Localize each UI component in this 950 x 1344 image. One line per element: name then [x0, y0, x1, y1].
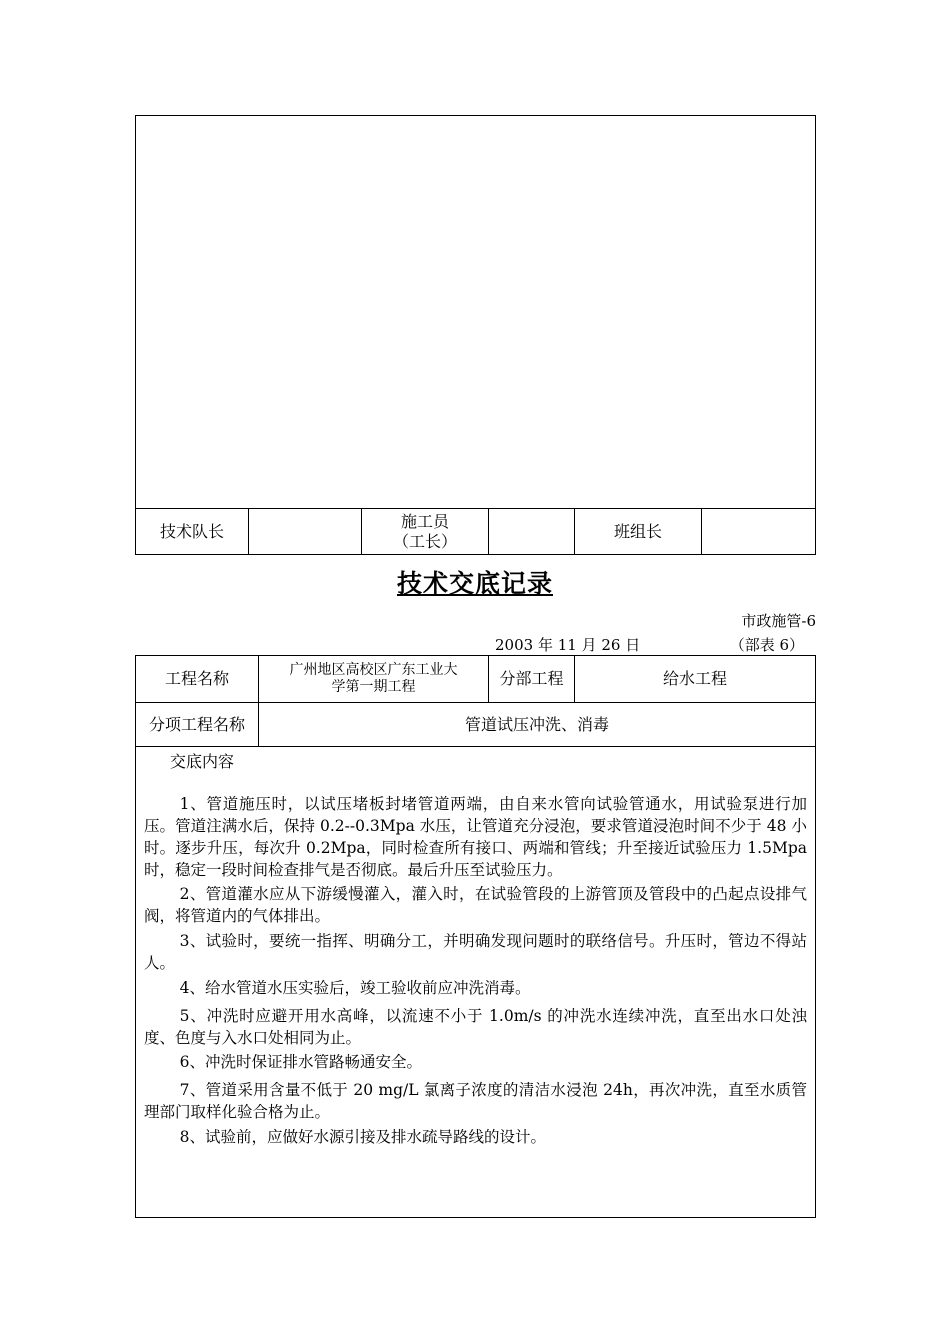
document-title: 技术交底记录 — [396, 569, 553, 598]
subitem-row — [136, 703, 815, 747]
disclosure-content — [136, 746, 815, 1217]
sub-table-code: （部表 6） — [729, 636, 804, 654]
paragraph-2: 2、管道灌水应从下游缓慢灌入，灌入时，在试验管段的上游管顶及管段中的凸起点设排气阀，将管道内的气体排出。 — [144, 885, 807, 925]
form-code: 市政施管-6 — [741, 612, 816, 630]
previous-record-box — [135, 115, 816, 555]
division-label: 分部工程 — [489, 656, 575, 702]
constructor-signature-field — [489, 509, 575, 554]
paragraph-4: 4、给水管道水压实验后，竣工验收前应冲洗消毒。 — [179, 979, 531, 997]
division-value: 给水工程 — [662, 669, 727, 688]
leader-signature-field — [249, 509, 362, 554]
leader-label: 技术队长 — [136, 509, 249, 554]
subitem-value: 管道试压冲洗、消毒 — [464, 714, 609, 734]
subitem-label: 分项工程名称 — [136, 703, 259, 746]
paragraph-1: 1、管道施压时，以试压堵板封堵管道两端，由自来水管向试验管通水，用试验泵进行加压。管道注满水后，保持 0.2--0.3Mpa 水压，让管道充分浸泡，要求管道浸泡时间不少于 48 小时。逐步升压，每次升 0.2Mpa，同时检查所有接口、两端和管线；升至接近试验压力 1.5Mpa 时，稳定一段时间检查排气是否彻底。最后升压至试验压力。 — [144, 795, 807, 879]
content-label: 交底内容 — [170, 752, 235, 771]
constructor-label: 施工员 （工长） — [362, 509, 489, 554]
disclosure-table — [135, 655, 816, 1218]
team-leader-signature-field — [702, 509, 815, 554]
team-leader-label: 班组长 — [575, 509, 702, 554]
paragraph-8: 8、试验前，应做好水源引接及排水疏导路线的设计。 — [179, 1128, 547, 1146]
paragraph-7: 7、管道采用含量不低于 20 mg/L 氯离子浓度的清洁水浸泡 24h，再次冲洗，直至水质管理部门取样化验合格为止。 — [144, 1081, 807, 1121]
project-name-value: 广州地区高校区广东工业大学第一期工程 — [259, 656, 489, 702]
record-date: 2003 年 11 月 26 日 — [495, 636, 641, 654]
project-row — [136, 656, 815, 703]
project-name-label: 工程名称 — [136, 656, 259, 702]
paragraph-5: 5、冲洗时应避开用水高峰，以流速不小于 1.0m/s 的冲洗水连续冲洗，直至出水口处浊度、色度与入水口处相同为止。 — [144, 1007, 807, 1047]
paragraph-6: 6、冲洗时保证排水管路畅通安全。 — [179, 1053, 423, 1071]
signature-row — [136, 509, 815, 554]
blank-content-area — [136, 116, 815, 509]
paragraph-3: 3、试验时，要统一指挥、明确分工，并明确发现问题时的联络信号。升压时，管边不得站人。 — [144, 932, 807, 972]
